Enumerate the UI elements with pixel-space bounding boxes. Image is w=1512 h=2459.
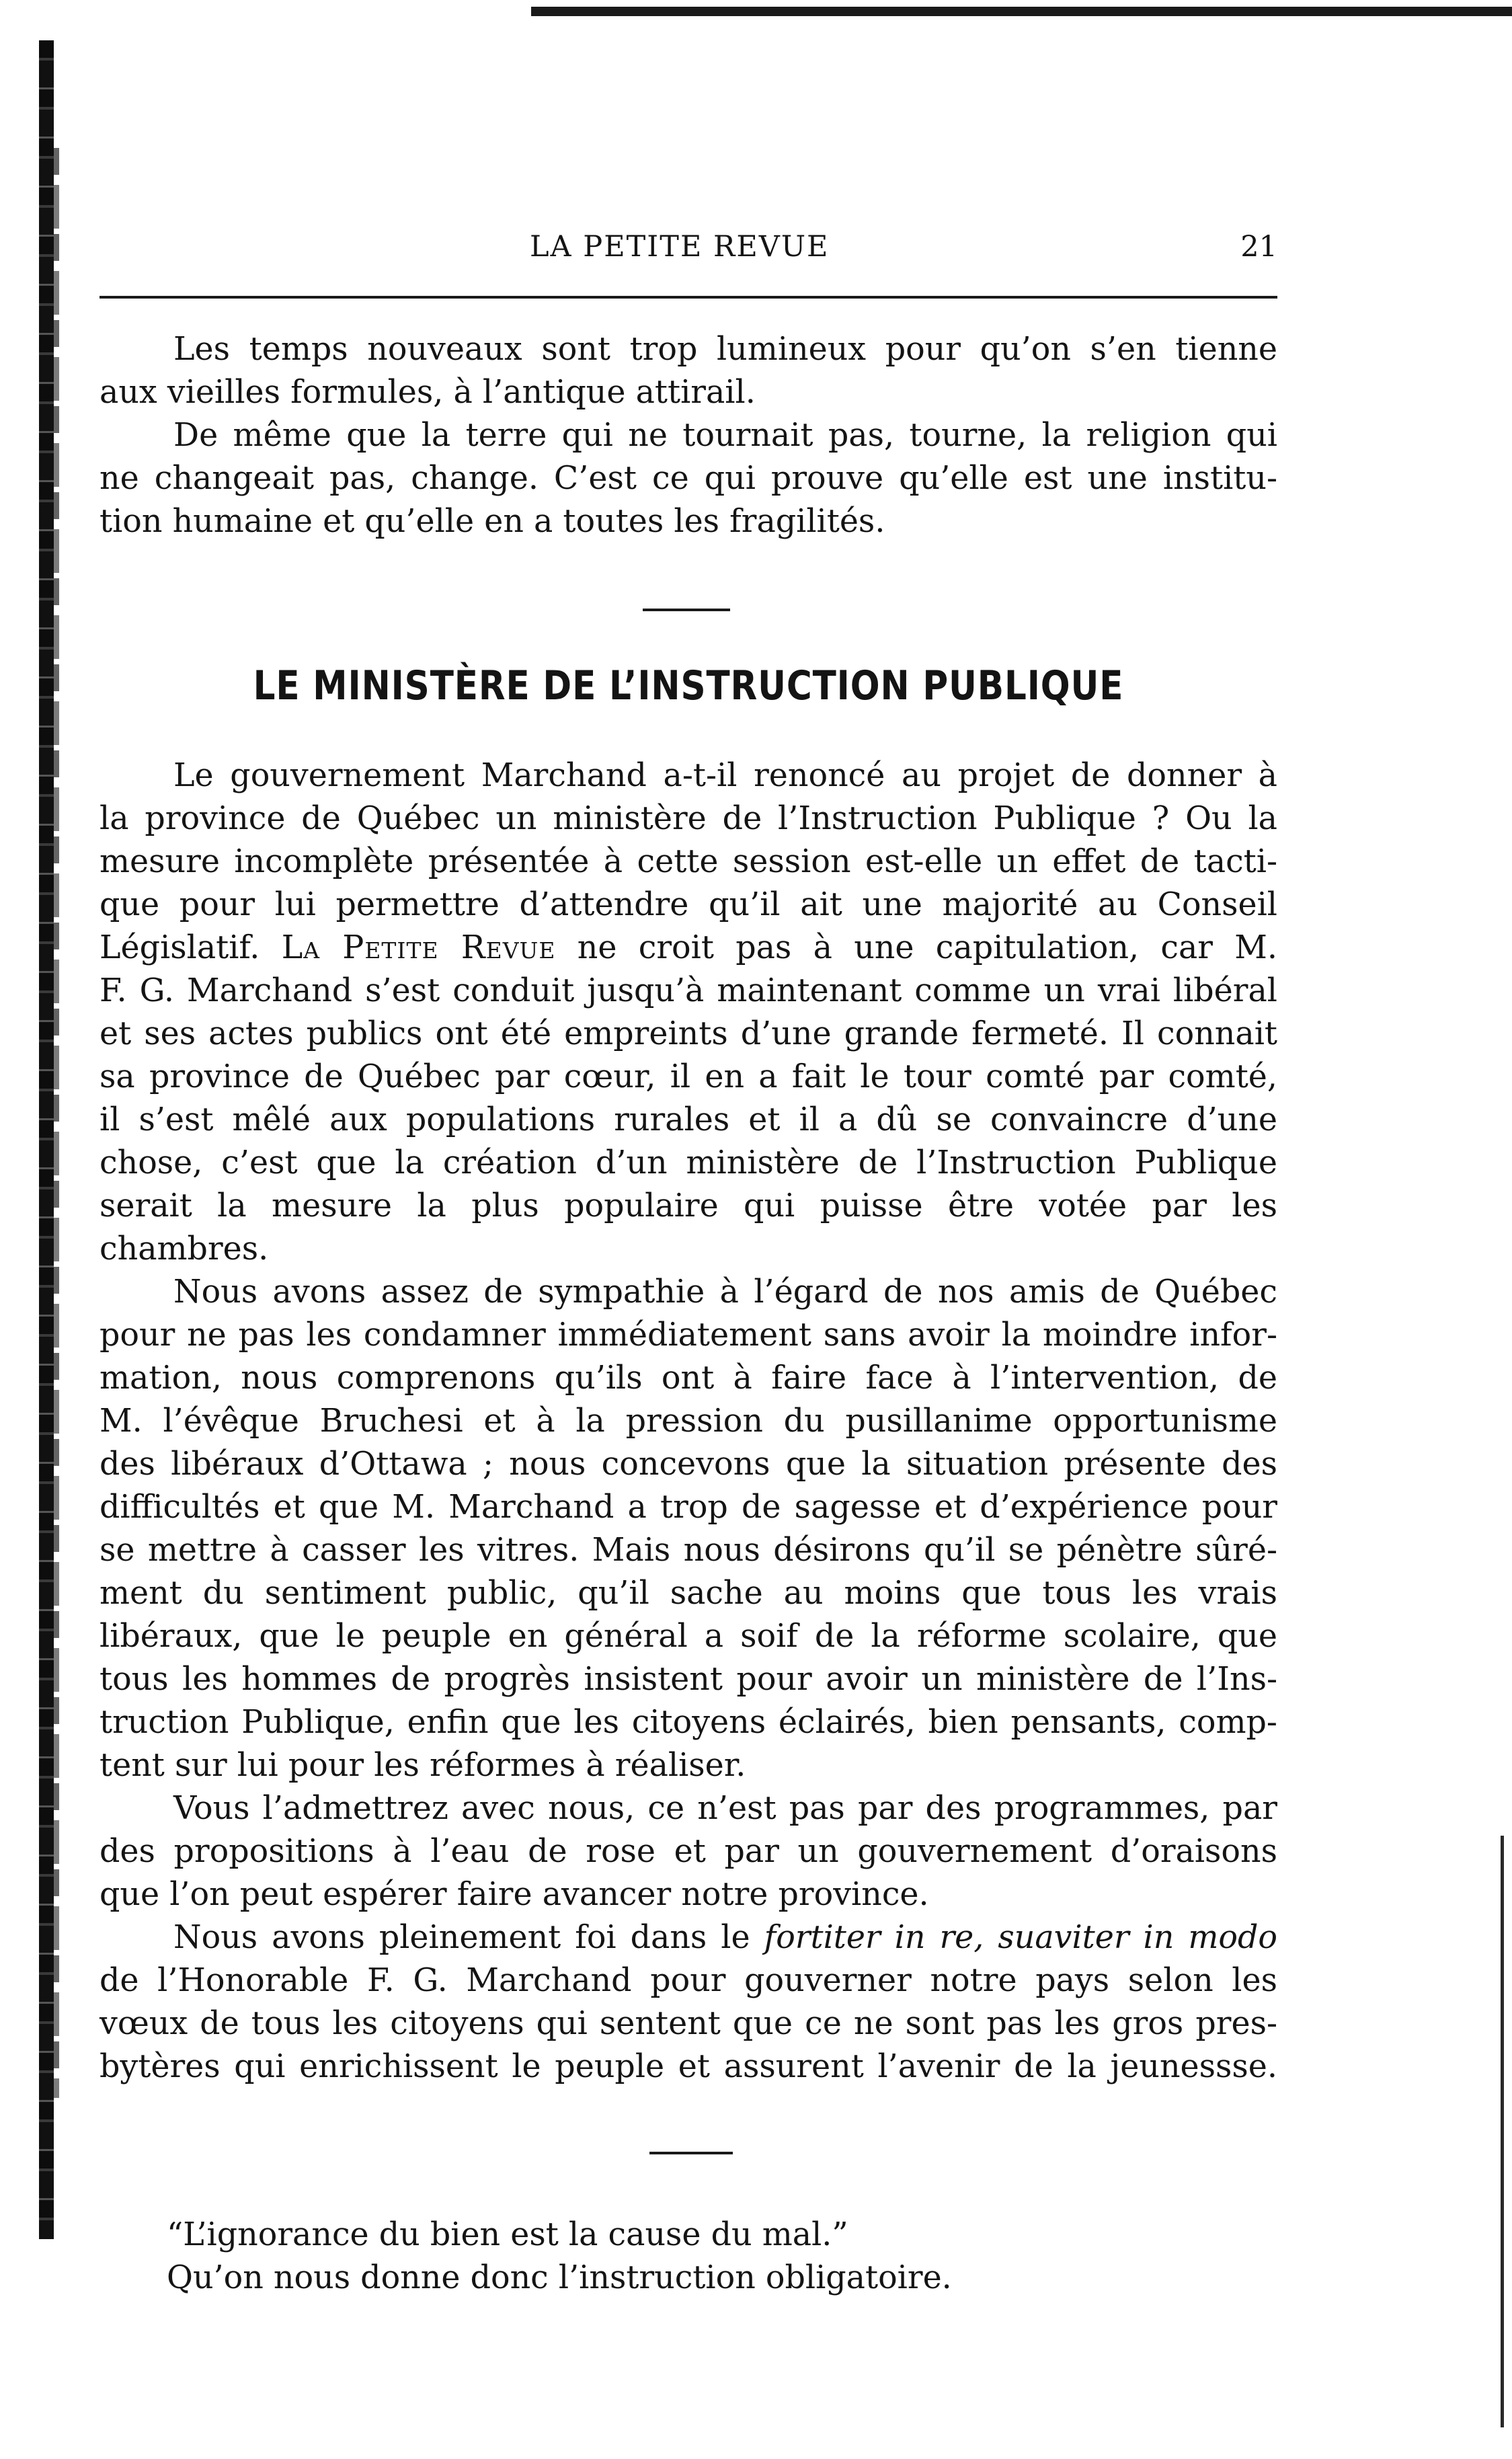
text-line: mation, nous comprenons qu’ils ont à faire face à l’intervention, de <box>100 1360 1277 1397</box>
text-line: chambres. <box>100 1231 269 1267</box>
text-line: se mettre à casser les vitres. Mais nous désirons qu’il se pénètre sûré- <box>100 1532 1277 1569</box>
section-separator <box>649 2152 733 2154</box>
text-line: serait la mesure la plus populaire qui puisse être votée par les <box>100 1187 1277 1224</box>
text-line: mesure incomplète présentée à cette session est-elle un effet de tacti- <box>100 843 1277 880</box>
text-line: bytères qui enrichissent le peuple et assurent l’avenir de la jeunessse. <box>100 2048 1277 2085</box>
running-head <box>100 230 1277 270</box>
text-line: aux vieilles formules, à l’antique attirail. <box>100 374 756 411</box>
scan-top-rule <box>531 7 1512 16</box>
text-line: la province de Québec un ministère de l’Instruction Publique ? Ou la <box>100 800 1277 837</box>
scan-binding-shadow <box>54 148 59 2098</box>
text-line: tous les hommes de progrès insistent pour avoir un ministère de l’Ins- <box>100 1661 1277 1698</box>
closing-line: Qu’on nous donne donc l’instruction obligatoire. <box>167 2259 952 2296</box>
text-line: tent sur lui pour les réformes à réaliser. <box>100 1747 746 1784</box>
section-separator <box>643 609 730 611</box>
text-line: ne changeait pas, change. C’est ce qui prouve qu’elle est une institu- <box>100 460 1277 497</box>
text-line: et ses actes publics ont été empreints d’une grande fermeté. Il connait <box>100 1015 1277 1052</box>
text-line: de l’Honorable F. G. Marchand pour gouverner notre pays selon les <box>100 1962 1277 1999</box>
text-line: M. l’évêque Bruchesi et à la pression du pusillanime opportunisme <box>100 1403 1277 1440</box>
text-line: que l’on peut espérer faire avancer notre province. <box>100 1876 929 1913</box>
article-title: LE MINISTÈRE DE L’INSTRUCTION PUBLIQUE <box>253 662 1124 709</box>
text-line: Le gouvernement Marchand a-t-il renoncé au projet de donner à <box>173 757 1277 794</box>
text-line: des propositions à l’eau de rose et par un gouvernement d’oraisons <box>100 1833 1277 1870</box>
text-line: Les temps nouveaux sont trop lumineux pour qu’on s’en tienne <box>173 331 1277 368</box>
text-line: tion humaine et qu’elle en a toutes les fragilités. <box>100 503 885 540</box>
text-line: F. G. Marchand s’est conduit jusqu’à maintenant comme un vrai libéral <box>100 972 1277 1009</box>
text-line: difficultés et que M. Marchand a trop de sagesse et d’expérience pour <box>100 1489 1277 1526</box>
text-line: pour ne pas les condamner immédiatement sans avoir la moindre infor- <box>100 1317 1277 1354</box>
article-paragraph-2 <box>100 1271 1277 1787</box>
scan-binding-edge <box>39 40 54 2239</box>
text-line: des libéraux d’Ottawa ; nous concevons que la situation présente des <box>100 1446 1277 1483</box>
intro-paragraph-1 <box>100 328 1277 414</box>
text-line: truction Publique, enfin que les citoyens éclairés, bien pensants, comp- <box>100 1704 1277 1741</box>
intro-paragraph-2 <box>100 414 1277 543</box>
text-line: De même que la terre qui ne tournait pas, tourne, la religion qui <box>173 417 1277 454</box>
latin-phrase-italic: fortiter in re, suaviter in modo <box>764 1919 1277 1956</box>
closing-quote: “L’ignorance du bien est la cause du mal.” <box>167 2216 848 2253</box>
text-line: il s’est mêlé aux populations rurales et il a dû se convaincre d’une <box>100 1101 1277 1138</box>
text-line: ment du sentiment public, qu’il sache au moins que tous les vrais <box>100 1575 1277 1612</box>
text-line <box>100 1916 1277 1959</box>
article-paragraph-1 <box>100 754 1277 1271</box>
text-line: Nous avons assez de sympathie à l’égard de nos amis de Québec <box>173 1274 1277 1311</box>
text-line: libéraux, que le peuple en général a soif de la réforme scolaire, que <box>100 1618 1277 1655</box>
text-line: que pour lui permettre d’attendre qu’il ait une majorité au Conseil <box>100 886 1277 923</box>
page-number: 21 <box>1240 230 1277 264</box>
running-title: LA PETITE REVUE <box>530 230 830 264</box>
scan-right-edge <box>1501 1836 1504 2427</box>
text-line: sa province de Québec par cœur, il en a fait le tour comté par comté, <box>100 1058 1277 1095</box>
text-line: chose, c’est que la création d’un ministère de l’Instruction Publique <box>100 1144 1277 1181</box>
article-paragraph-3 <box>100 1787 1277 1916</box>
header-rule <box>100 296 1277 299</box>
text-line: Vous l’admettrez avec nous, ce n’est pas par des programmes, par <box>173 1790 1277 1827</box>
text-line: vœux de tous les citoyens qui sentent que ce ne sont pas les gros pres- <box>100 2005 1277 2042</box>
text-line <box>100 927 1277 970</box>
article-paragraph-4 <box>100 1916 1277 2089</box>
journal-name-small-caps: La Petite Revue <box>281 929 556 966</box>
text-fragment: Législatif. <box>100 929 260 966</box>
text-fragment: Nous avons pleinement foi dans le <box>173 1919 750 1956</box>
text-fragment: ne croit pas à une capitulation, car M. <box>577 929 1277 966</box>
